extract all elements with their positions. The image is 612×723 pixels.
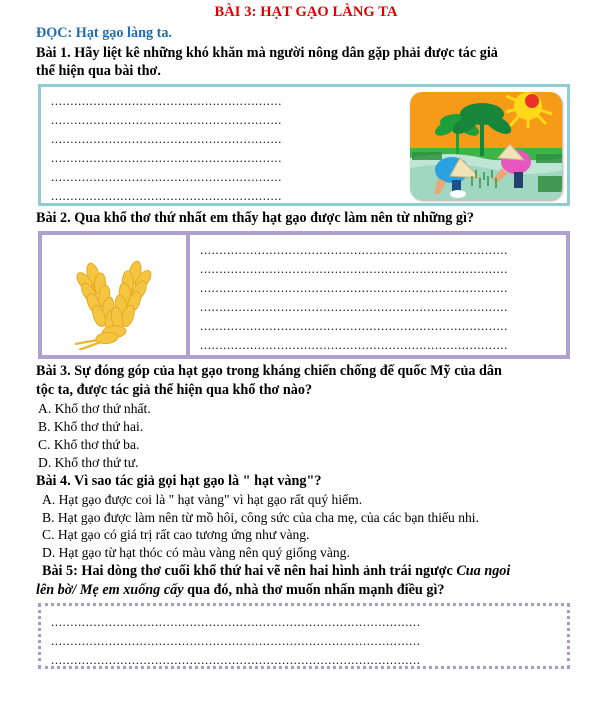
answer-dotted-line: ............................................................ [51,169,282,185]
question-3-option-d[interactable]: D. Khổ thơ thứ tư. [38,454,139,470]
question-4-option-a[interactable]: A. Hạt gạo được coi là " hạt vàng" vì hạt gạo rất quý hiếm. [42,491,363,507]
question-3-prompt-line-1: Bài 3. Sự đóng góp của hạt gạo trong kháng chiến chống đế quốc Mỹ của dân [36,363,502,380]
question-3-option-c[interactable]: C. Khổ thơ thứ ba. [38,436,140,452]
question-4-option-d[interactable]: D. Hạt gạo từ hạt thóc có màu vàng nên quý giống vàng. [42,545,350,561]
question-5-prompt-line-2 [36,581,576,600]
answer-dotted-line: ................................................................................ [200,299,508,315]
question-2-answer-lines [190,235,566,355]
answer-dotted-line: ............................................................ [51,112,282,128]
question-4-prompt: Bài 4. Vì sao tác giả gọi hạt gạo là " hạt vàng"? [36,472,322,489]
question-2-image-cell [42,235,190,355]
answer-dotted-line: ............................................................ [51,188,282,204]
answer-dotted-line: ................................................................................ [200,261,508,277]
answer-dotted-line: ................................................................................................ [51,652,421,668]
question-4-option-b[interactable]: B. Hạt gạo được làm nên từ mồ hôi, công sức của cha mẹ, của các bạn thiếu nhi. [42,509,479,525]
question-5-quote-line-2: lên bờ/ Mẹ em xuống cấy [36,582,184,599]
answer-dotted-line: ................................................................................ [200,318,508,334]
question-2-answer-box[interactable] [38,231,570,359]
question-5-prompt-part-1: Bài 5: Hai dòng thơ cuối khổ thứ hai vẽ nên hai hình ảnh trái ngược [42,563,457,580]
answer-dotted-line: ................................................................................ [200,242,508,258]
question-3-option-b[interactable]: B. Khổ thơ thứ hai. [38,418,144,434]
question-4-option-c[interactable]: C. Hạt gạo có giá trị rất cao tương ứng như vàng. [42,527,310,543]
question-5-prompt [36,562,576,581]
question-1-prompt-line-2: thể hiện qua bài thơ. [36,63,161,80]
wheat-stalks-illustration [49,240,179,350]
question-5-answer-box[interactable] [38,603,570,669]
reading-label: ĐỌC: Hạt gạo làng ta. [36,25,172,42]
rice-planting-illustration [410,92,562,200]
page-title: BÀI 3: HẠT GẠO LÀNG TA [214,4,398,20]
answer-dotted-line: ............................................................ [51,150,282,166]
answer-dotted-line: ................................................................................................ [51,614,421,630]
question-1-answer-box[interactable] [38,84,570,206]
answer-dotted-line: ................................................................................................ [51,633,421,649]
question-5-prompt-part-2: qua đó, nhà thơ muốn nhấn mạnh điều gì? [183,582,445,599]
answer-dotted-line: ............................................................ [51,131,282,147]
question-1-prompt-line-1: Bài 1. Hãy liệt kê những khó khăn mà người nông dân gặp phải được tác giả [36,44,498,61]
answer-dotted-line: ................................................................................ [200,280,508,296]
question-3-option-a[interactable]: A. Khổ thơ thứ nhất. [38,400,151,416]
answer-dotted-line: ............................................................ [51,93,282,109]
question-2-prompt: Bài 2. Qua khổ thơ thứ nhất em thấy hạt gạo được làm nên từ những gì? [36,210,475,227]
question-3-prompt-line-2: tộc ta, được tác giả thể hiện qua khổ thơ nào? [36,382,313,399]
question-5-quote-line-1: Cua ngoi [456,563,511,580]
answer-dotted-line: ................................................................................ [200,337,508,353]
